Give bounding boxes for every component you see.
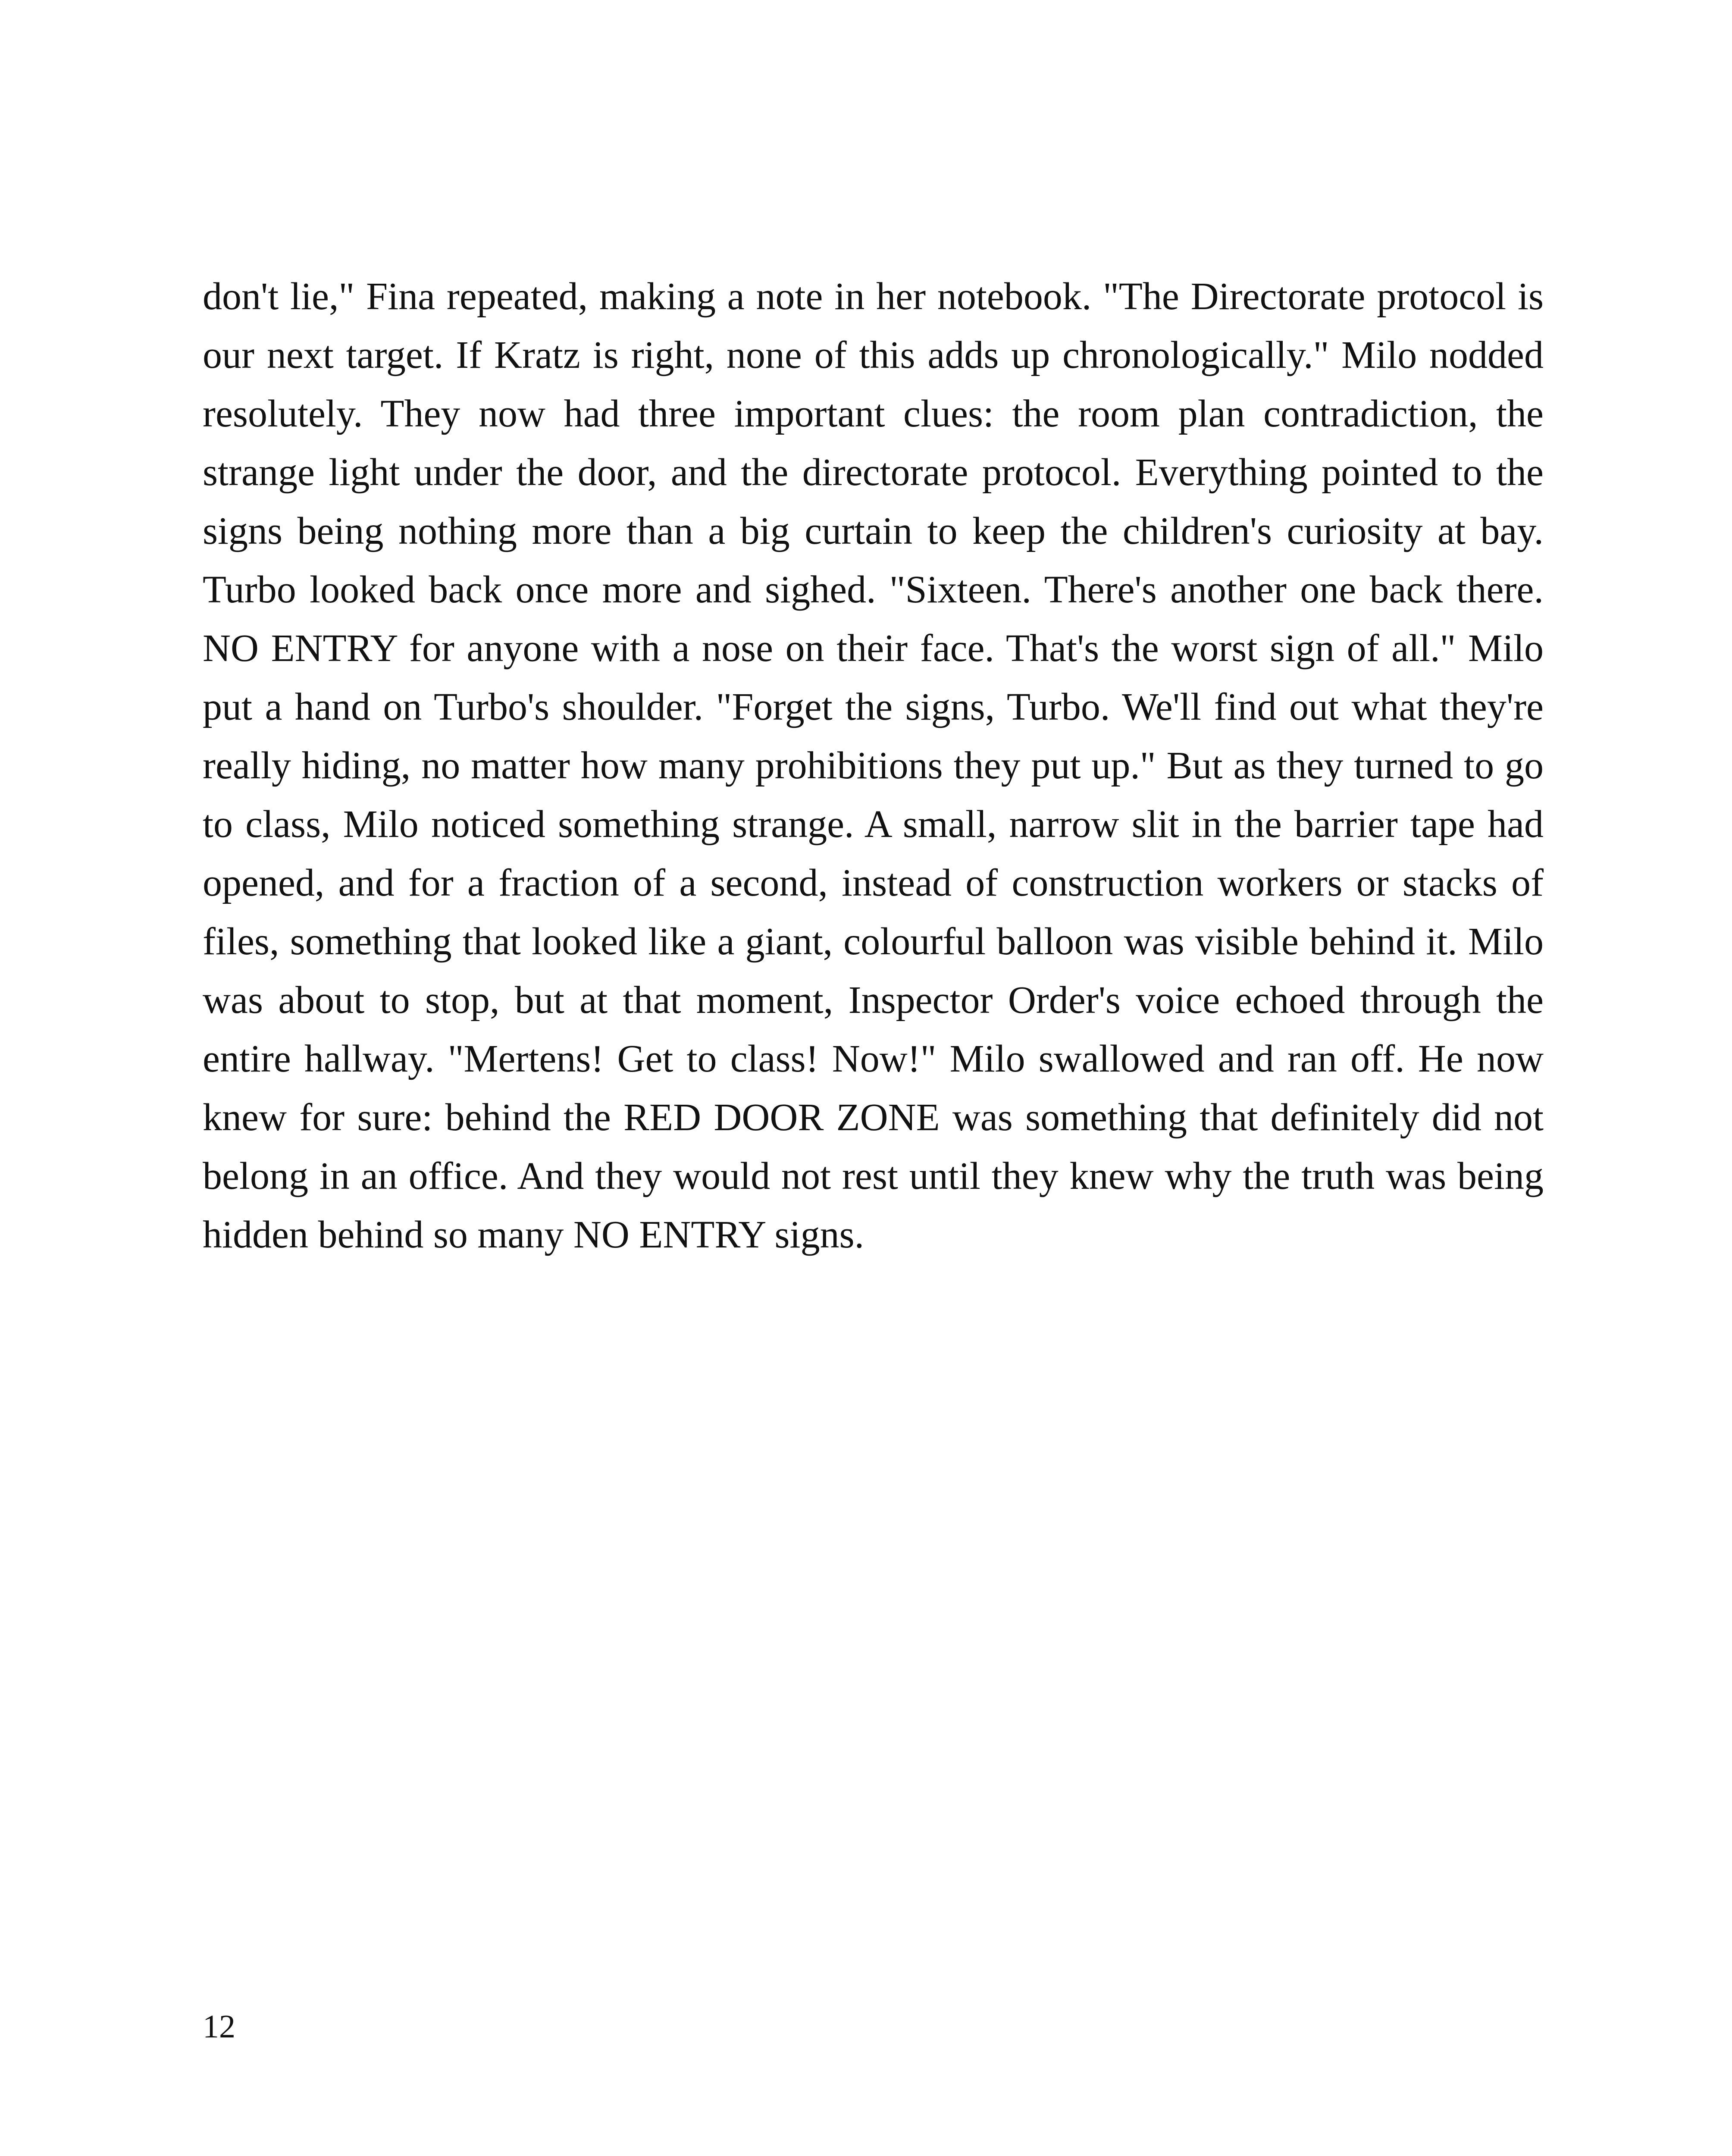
body-paragraph: don't lie," Fina repeated, making a note in her notebook. "The Directorate protocol is our next target. If Kratz is right, none of this adds up chronologically." Milo nodded resolutely. They now had three important clues: the room plan contradiction, the strange light under the door, and the directorate protocol. Everything pointed to the signs being nothing more than a big curtain to keep the children's curiosity at bay. Turbo looked back once more and sighed. "Sixteen. There's another one back there. NO ENTRY for anyone with a nose on their face. That's the worst sign of all." Milo put a hand on Turbo's shoulder. "Forget the signs, Turbo. We'll find out what they're really hiding, no matter how many prohibitions they put up." But as they turned to go to class, Milo noticed something strange. A small, narrow slit in the barrier tape had opened, and for a fraction of a second, instead of construction workers or stacks of files, something that looked like a giant, colourful balloon was visible behind it. Milo was about to stop, but at that moment, Inspector Order's voice echoed through the entire hallway. "Mertens! Get to class! Now!" Milo swallowed and ran off. He now knew for sure: behind the RED DOOR ZONE was something that definitely did not belong in an office. And they would not rest until they knew why the truth was being hidden behind so many NO ENTRY signs.: [203, 275, 1544, 1256]
page-number: 12: [203, 2009, 235, 2045]
